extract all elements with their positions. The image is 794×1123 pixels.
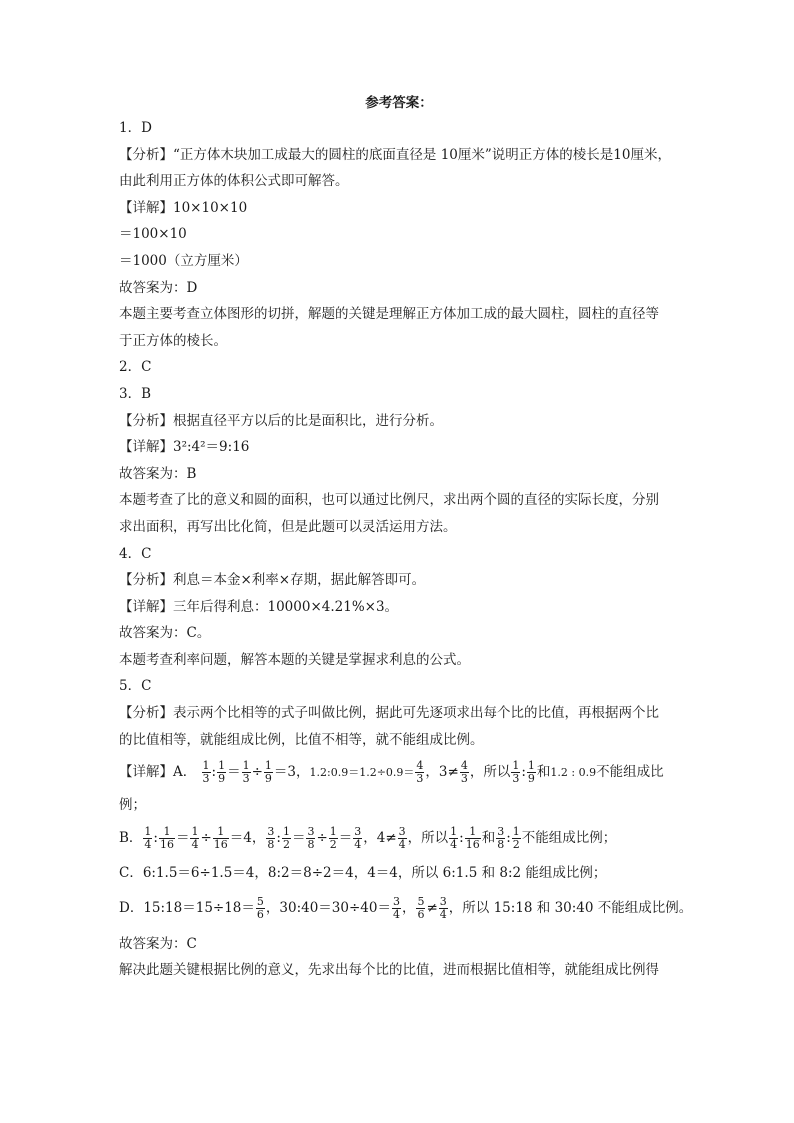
detail-c-line: C．6:1.5＝6÷1.5＝4，8:2＝8÷2＝4，4＝4，所以 6:1.5 和 8:2 能组成比例； <box>119 864 607 881</box>
detail-a-prefix: 【详解】A． <box>119 764 197 781</box>
fraction: $\frac{5}{6}$ <box>256 894 264 921</box>
text-line: 本题主要考查立体图形的切拼，解题的关键是理解正方体加工成的最大圆柱，圆柱的直径等 <box>119 306 659 323</box>
fraction: $\frac{1}{16}$ <box>213 824 228 851</box>
text-line: 【详解】三年后得利息：10000×4.21%×3。 <box>119 598 399 615</box>
text-line: 本题考查了比的意义和圆的面积，也可以通过比例尺，求出两个圆的直径的实际长度，分别 <box>119 492 659 509</box>
fraction: $\frac{3}{4}$ <box>439 894 447 921</box>
answer-document <box>119 92 693 984</box>
fraction: $\frac{1}{2}$ <box>329 824 337 851</box>
detail-b-line: B． $\frac{1}{4}$ : $\frac{1}{16}$ ＝ $\frac{1}{4}$ ÷ $\frac{1}{16}$ ＝4， $\frac{3}{8}$ : $\frac{1}{2}$ ＝ $\frac{3}{8}$ ÷ $\frac{1}{2}$ ＝ $\frac{3}{4}$ ，4≠ $\frac{3}{4}$ ，所以 $\frac{1}{4}$ : $\frac{1}{16}$ 和 $\frac{3}{8}$ : $\frac{1}{2}$ 不能组成比例； <box>119 824 617 851</box>
fraction: $\frac{5}{6}$ <box>417 894 425 921</box>
detail-a-line: 【详解】A． $\frac{1}{3}$ : $\frac{1}{9}$ ＝ $\frac{1}{3}$ ÷ $\frac{1}{9}$ ＝3，1.2:0.9＝1.2÷0.9＝ $\frac{4}{3}$ ，3≠ $\frac{4}{3}$ ，所以 $\frac{1}{3}$ : $\frac{1}{9}$ 和1.2 : 0.9不能组成比 <box>119 759 664 786</box>
text-line: 本题考查利率问题，解答本题的关键是掌握求利息的公式。 <box>119 651 470 668</box>
fraction: $\frac{1}{9}$ <box>218 759 226 786</box>
text-line: 2．C <box>119 359 152 376</box>
fraction: $\frac{1}{9}$ <box>527 759 535 786</box>
answer-lines <box>119 115 679 753</box>
tail-answer: 故答案为：C <box>119 935 197 952</box>
fraction: $\frac{1}{2}$ <box>282 824 290 851</box>
fraction: $\frac{1}{3}$ <box>202 759 210 786</box>
text-line: ＝1000（立方厘米） <box>119 252 248 269</box>
fraction: $\frac{3}{4}$ <box>398 824 406 851</box>
fraction: $\frac{4}{3}$ <box>416 759 424 786</box>
text-line: 故答案为：D <box>119 279 198 296</box>
text-line: 4．C <box>119 545 152 562</box>
text-line: 5．C <box>119 678 152 695</box>
fraction: $\frac{1}{16}$ <box>159 824 174 851</box>
fraction: $\frac{1}{16}$ <box>465 824 480 851</box>
fraction: $\frac{3}{4}$ <box>354 824 362 851</box>
fraction: $\frac{1}{4}$ <box>450 824 458 851</box>
text-line: 【分析】利息＝本金×利率×存期，据此解答即可。 <box>119 572 426 589</box>
text-line: 【详解】10×10×10 <box>119 199 248 216</box>
fraction: $\frac{3}{8}$ <box>267 824 275 851</box>
text-line: 的比值相等，就能组成比例，比值不相等，就不能组成比例。 <box>119 731 484 748</box>
text-line: 故答案为：B <box>119 465 197 482</box>
fraction: $\frac{3}{8}$ <box>497 824 505 851</box>
text-line: 【分析】表示两个比相等的式子叫做比例，据此可先逐项求出每个比的比值，再根据两个比 <box>119 705 659 722</box>
fraction: $\frac{1}{4}$ <box>191 824 199 851</box>
text-line: 故答案为：C。 <box>119 625 211 642</box>
text-line: 1．D <box>119 120 152 136</box>
fraction: $\frac{1}{2}$ <box>512 824 520 851</box>
text-line: 【分析】“正方体木块加工成最大的圆柱的底面直径是 10厘米”说明正方体的棱长是10厘米， <box>119 146 671 163</box>
page-title: 参考答案： <box>365 95 433 111</box>
detail-a-continued: 例； <box>119 797 146 814</box>
fraction: $\frac{4}{3}$ <box>460 759 468 786</box>
fraction: $\frac{1}{4}$ <box>144 824 152 851</box>
text-line: 3．B <box>119 385 152 402</box>
text-line: 求出面积，再写出比化简，但是此题可以灵活运用方法。 <box>119 518 457 535</box>
fraction: $\frac{3}{4}$ <box>392 894 400 921</box>
fraction: $\frac{1}{3}$ <box>512 759 520 786</box>
text-line: 【分析】根据直径平方以后的比是面积比，进行分析。 <box>119 412 443 429</box>
fraction: $\frac{1}{3}$ <box>242 759 250 786</box>
fraction: $\frac{3}{8}$ <box>307 824 315 851</box>
text-line: 于正方体的棱长。 <box>119 332 227 349</box>
text-line: ＝100×10 <box>119 226 187 243</box>
fraction: $\frac{1}{9}$ <box>264 759 272 786</box>
text-line: 由此利用正方体的体积公式即可解答。 <box>119 173 349 190</box>
detail-d-line: D．15:18＝15÷18＝ $\frac{5}{6}$ ，30:40＝30÷40＝ $\frac{3}{4}$ ， $\frac{5}{6}$ ≠ $\frac{3}{4}$ ，所以 15:18 和 30:40 不能组成比例。 <box>119 894 693 921</box>
text-line: 【详解】3²:4²＝9:16 <box>119 439 250 456</box>
tail-explanation: 解决此题关键根据比例的意义，先求出每个比的比值，进而根据比值相等，就能组成比例得 <box>119 962 659 979</box>
